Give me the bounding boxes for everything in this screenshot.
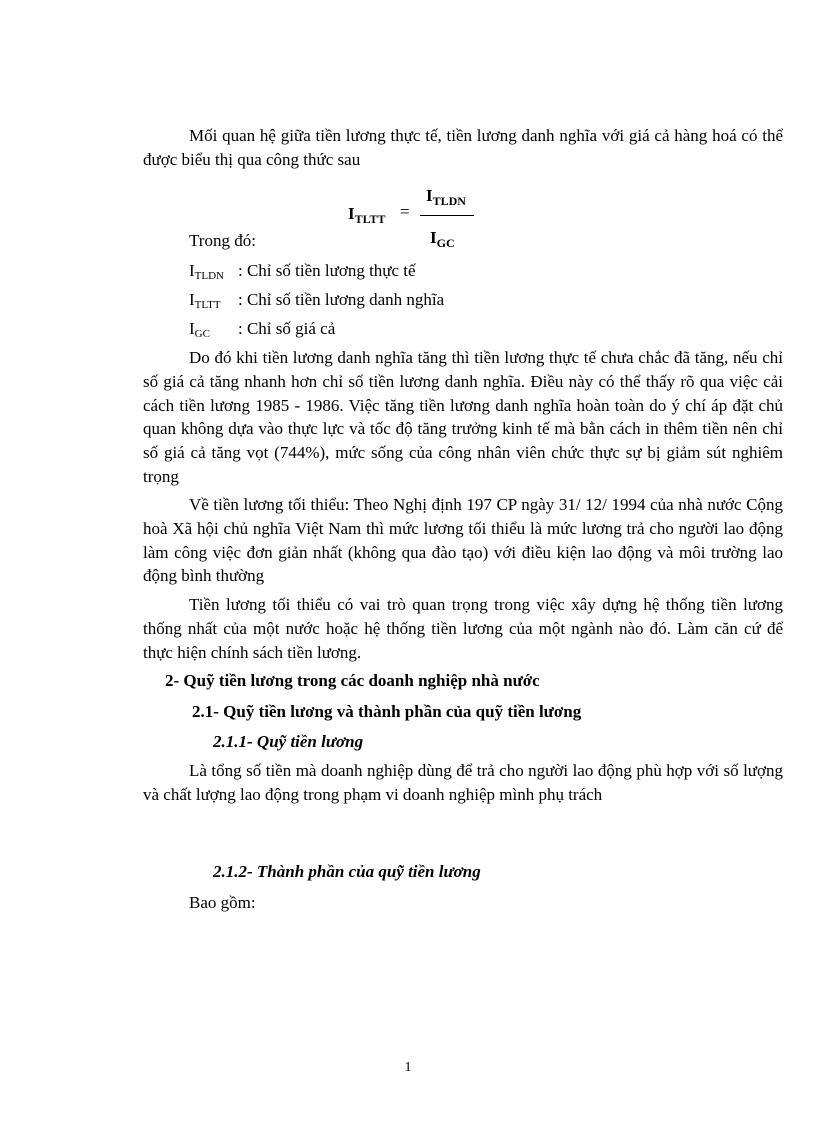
definition-item — [189, 317, 335, 346]
formula-equals: = — [400, 202, 410, 221]
definition-item — [189, 259, 416, 288]
definition-item — [189, 288, 444, 317]
page-number: 1 — [404, 1060, 412, 1075]
formula-fraction-bar — [420, 215, 474, 216]
definition-text: : Chỉ số giá cả — [238, 319, 336, 338]
where-label: Trong đó: — [189, 231, 256, 250]
formula-denominator: $I_{GC}$ — [430, 228, 455, 250]
paragraph-wage-reform: Do đó khi tiền lương danh nghĩa tăng thì tiền lương thực tế chưa chắc đã tăng, nếu chỉ số giá cả tăng nhanh hơn chỉ số tiền lương danh nghĩa. Điều này có thể thấy rõ qua việc cải cách tiền lương 1985 - 1986. Việc tăng tiền lương danh nghĩa hoàn toàn do ý chí áp đặt chủ quan không dựa vào thực lực và tốc độ tăng trưởng kinh tế mà bằn cách in thêm tiền nên chỉ số giá cả tăng vọt (744%), mức sống của công nhân viên chức thực sự bị giảm sút nghiêm trọng — [143, 348, 783, 486]
formula-real-wage-index — [348, 186, 488, 250]
heading-section-2-1-1: 2.1.1- Quỹ tiền lương — [213, 732, 364, 751]
includes-label: Bao gồm: — [189, 893, 256, 912]
heading-section-2-1: 2.1- Quỹ tiền lương và thành phần của quỹ tiền lương — [192, 702, 582, 721]
paragraph-minimum-wage: Về tiền lương tối thiểu: Theo Nghị định 197 CP ngày 31/ 12/ 1994 của nhà nước Cộng hoà Xã hội chủ nghĩa Việt Nam thì mức lương tối thiểu là mức lương trả cho người lao động làm công việc đơn giản nhất (không qua đào tạo) với điều kiện lao động và môi trường lao động bình thường — [143, 495, 783, 586]
paragraph-minimum-wage-role: Tiền lương tối thiểu có vai trò quan trọng trong việc xây dựng hệ thống tiền lương thống nhất của một nước hoặc hệ thống tiền lương của một ngành nào đó. Làm căn cứ để thực hiện chính sách tiền lương. — [143, 595, 783, 662]
formula-numerator: $I_{TLDN}$ — [426, 186, 466, 208]
heading-section-2: 2- Quỹ tiền lương trong các doanh nghiệp nhà nước — [165, 671, 540, 690]
definition-text: : Chỉ số tiền lương danh nghĩa — [238, 290, 445, 309]
definition-symbol: $I_{GC}$ — [189, 319, 210, 340]
definition-text: : Chỉ số tiền lương thực tế — [238, 261, 416, 280]
formula-lhs: $I_{TLTT}$ — [348, 204, 386, 226]
paragraph-wage-fund-definition: Là tổng số tiền mà doanh nghiệp dùng để trả cho người lao động phù hợp với số lượng và chất lượng lao động trong phạm vi doanh nghiệp mình phụ trách — [143, 761, 783, 804]
heading-section-2-1-2: 2.1.2- Thành phần của quỹ tiền lương — [213, 862, 481, 881]
definition-symbol: $I_{TLDN}$ — [189, 261, 224, 282]
paragraph-relationship: Mối quan hệ giữa tiền lương thực tế, tiền lương danh nghĩa với giá cả hàng hoá có thể được biểu thị qua công thức sau — [143, 126, 783, 169]
definition-symbol: $I_{TLTT}$ — [189, 290, 221, 311]
